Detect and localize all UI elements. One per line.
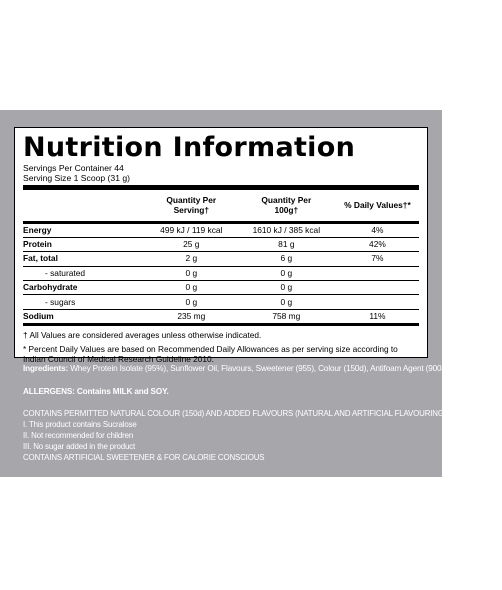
header-per-serving-line1: Quantity Per [166,195,217,206]
note-daily-values: * Percent Daily Values are based on Recommended Daily Allowances as per serving size according to Indian Council of Medical Research Guideline 2010. [23,343,398,365]
daily-value: 42% [336,237,419,251]
per-100g-value: 758 mg [237,309,336,324]
table-row [23,309,419,324]
daily-value [336,281,419,295]
per-100g-value: 81 g [237,237,336,251]
label-title: Nutrition Information [23,132,356,163]
statement-line: CONTAINS PERMITTED NATURAL COLOUR (150d) AND ADDED FLAVOURS (NATURAL AND ARTIFICIAL FLAVOURING SUBSTANCES). [23,409,502,418]
header-per-100g-line1: Quantity Per [261,195,312,206]
daily-value: 4% [336,222,419,237]
per-serving-value: 0 g [146,266,237,280]
table-row [23,281,419,295]
ingredients-line [23,364,451,374]
nutrition-label [14,127,428,365]
header-per-100g [237,190,336,222]
per-100g-value: 0 g [237,295,336,309]
table-row [23,252,419,266]
nutrient-name: Fat, total [23,252,146,266]
daily-value [336,295,419,309]
table-row [23,266,419,280]
header-per-serving [146,190,237,222]
statement-line: III. No sugar added in the product [23,442,136,451]
allergens-text: ALLERGENS: Contains MILK and SOY. [23,387,169,396]
servings-per-container: Servings Per Container 44 [23,163,124,173]
per-serving-value: 499 kJ / 119 kcal [146,222,237,237]
table-header-row [23,190,419,222]
serving-size: Serving Size 1 Scoop (31 g) [23,173,131,183]
per-serving-value: 2 g [146,252,237,266]
daily-value: 11% [336,309,419,324]
statement-line: CONTAINS ARTIFICIAL SWEETENER & FOR CALORIE CONSCIOUS [23,453,265,462]
statement-line: II. Not recommended for children [23,431,134,440]
nutrient-name: Carbohydrate [23,281,146,295]
table-row [23,237,419,251]
header-empty [23,190,146,222]
allergens-line [23,387,169,397]
per-100g-value: 1610 kJ / 385 kcal [237,222,336,237]
per-100g-value: 6 g [237,252,336,266]
daily-value [336,266,419,280]
per-serving-value: 25 g [146,237,237,251]
nutrient-name: Protein [23,237,146,251]
per-serving-value: 0 g [146,281,237,295]
note-averages: † All Values are considered averages unless otherwise indicated. [23,330,262,341]
statement-line: I. This product contains Sucralose [23,420,137,429]
nutrient-name: - saturated [23,266,146,280]
header-per-serving-line2: Serving† [173,205,209,216]
table-row [23,295,419,309]
header-per-100g-line2: 100g† [274,205,299,216]
per-100g-value: 0 g [237,281,336,295]
table-row [23,222,419,237]
label-notes [23,330,419,365]
ingredients-text: Whey Protein Isolate (95%), Sunflower Oil, Flavours, Sweetener (955), Colour (150d), Antifoam Agent (900a). [70,364,451,373]
per-serving-value: 0 g [146,295,237,309]
header-daily-values: % Daily Values†* [344,200,411,211]
per-100g-value: 0 g [237,266,336,280]
ingredients-heading: Ingredients: [23,364,69,373]
nutrient-name: Energy [23,222,146,237]
per-serving-value: 235 mg [146,309,237,324]
nutrient-name: Sodium [23,309,146,324]
nutrient-name: - sugars [23,295,146,309]
daily-value: 7% [336,252,419,266]
nutrition-table [23,190,419,326]
